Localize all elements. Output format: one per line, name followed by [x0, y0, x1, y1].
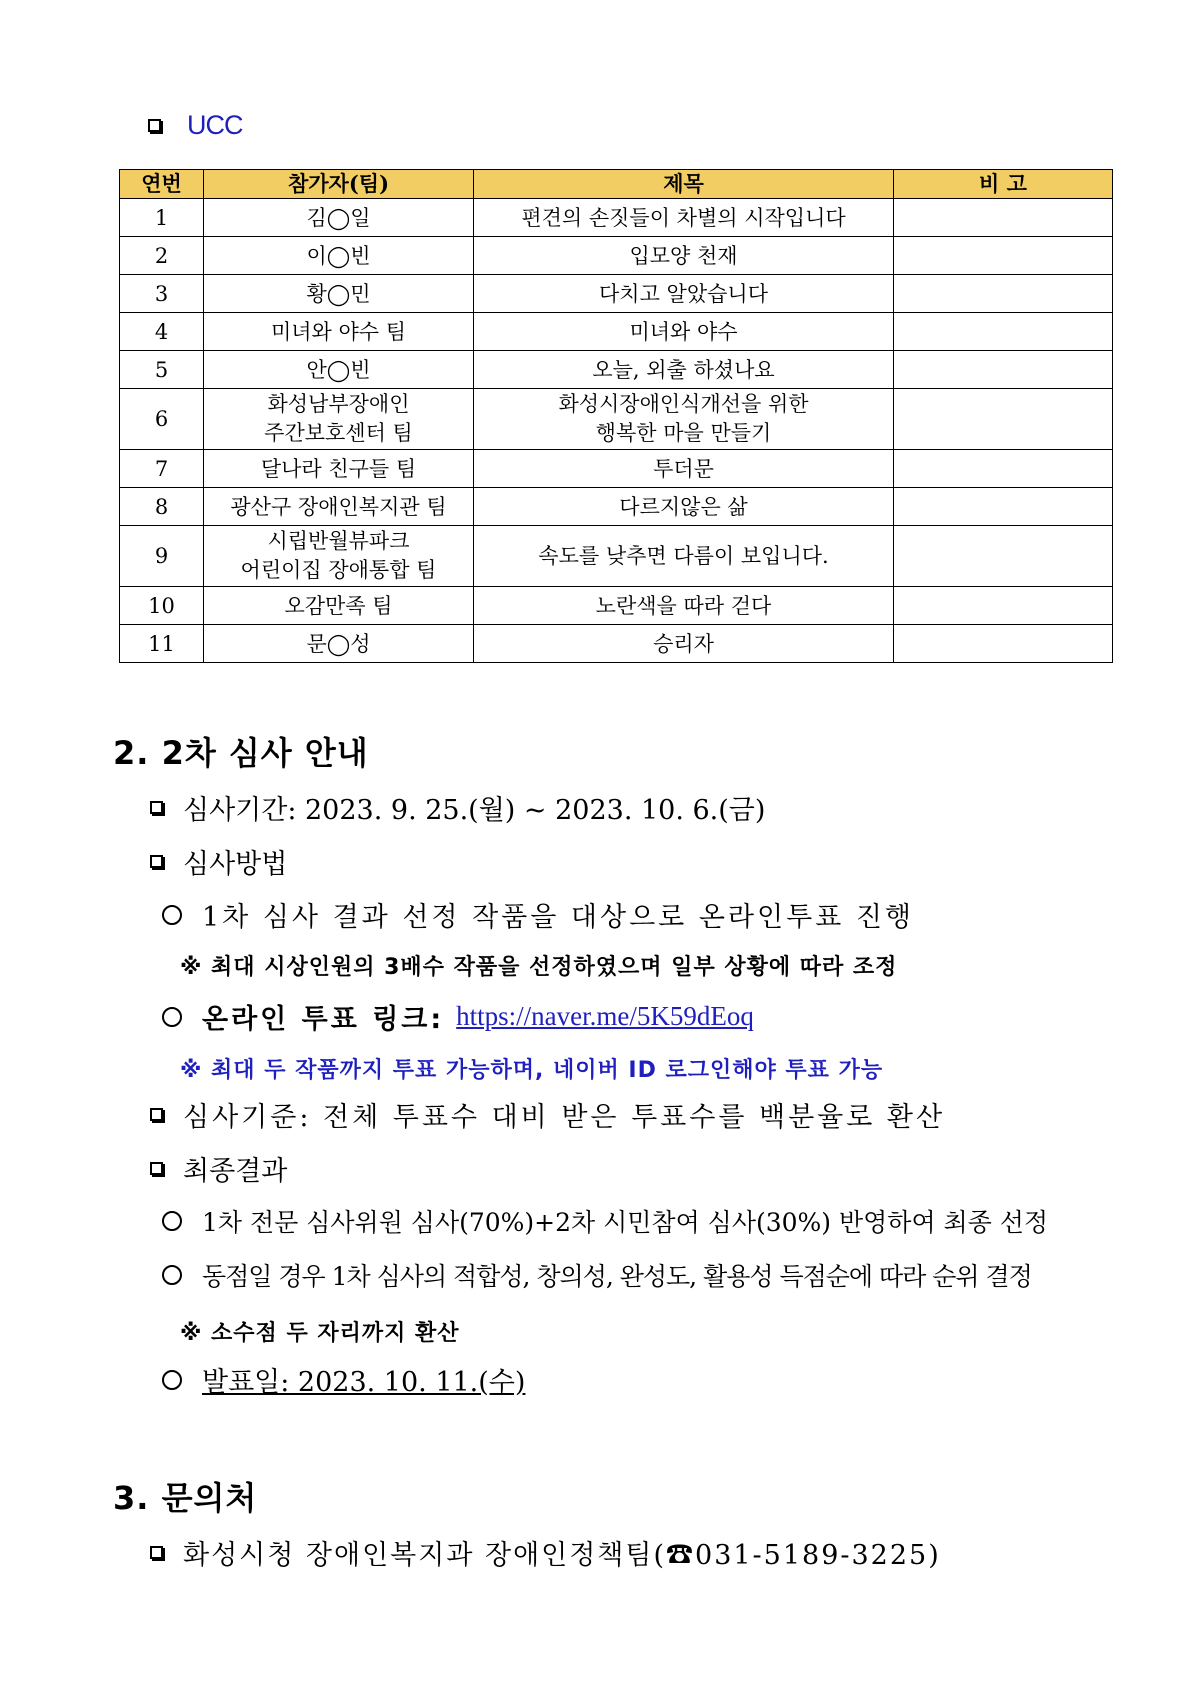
cell-no-line: 10: [148, 593, 175, 618]
cell-title: [474, 488, 894, 526]
cell-participant-line: 이◯빈: [306, 243, 371, 268]
final-line: [150, 1149, 287, 1188]
cell-note: [894, 488, 1113, 526]
cell-title: [474, 199, 894, 237]
cell-no-line: 1: [154, 205, 169, 230]
cell-no: [120, 313, 204, 351]
cell-participant: [204, 488, 474, 526]
table-row: [120, 526, 1113, 587]
cell-participant-line: 화성남부장애인: [267, 392, 410, 416]
cell-no: [120, 275, 204, 313]
circle-bullet-icon: [162, 1211, 182, 1231]
table-row: [120, 313, 1113, 351]
cell-no-line: 8: [154, 494, 169, 519]
method-item-1-text: 1차 심사 결과 선정 작품을 대상으로 온라인투표 진행: [202, 902, 914, 933]
cell-title-line: 노란색을 따라 걷다: [595, 593, 772, 618]
period-line: [150, 788, 765, 827]
cell-no: [120, 351, 204, 389]
cell-participant-line: 미녀와 야수 팀: [270, 319, 407, 344]
cell-title-line: 투더문: [653, 456, 714, 481]
cell-no: [120, 488, 204, 526]
cell-note: [894, 625, 1113, 663]
circle-bullet-icon: [162, 1265, 182, 1285]
cell-title: [474, 389, 894, 450]
final-item-2-text: 동점일 경우 1차 심사의 적합성, 창의성, 완성도, 활용성 득점순에 따라 순위 결정: [202, 1262, 1032, 1291]
ucc-table: [119, 169, 1113, 663]
cell-participant-line: 황◯민: [306, 281, 371, 306]
announce-line: [162, 1360, 525, 1399]
vote-link[interactable]: https://naver.me/5K59dEoq: [456, 1001, 754, 1031]
table-row: [120, 488, 1113, 526]
header-participant: 참가자(팀): [204, 170, 474, 199]
cell-no: [120, 199, 204, 237]
cell-no-line: 5: [154, 357, 169, 382]
table-row: [120, 237, 1113, 275]
circle-bullet-icon: [162, 1007, 182, 1027]
cell-title: [474, 587, 894, 625]
cell-note: [894, 313, 1113, 351]
cell-title-line: 오늘, 외출 하셨나요: [592, 357, 775, 382]
cell-participant: [204, 237, 474, 275]
cell-no-line: 6: [154, 406, 169, 431]
checkbox-square-icon: [150, 1546, 163, 1559]
cell-participant: [204, 275, 474, 313]
announce-text: 발표일: 2023. 10. 11.(수): [202, 1367, 526, 1398]
cell-participant: [204, 526, 474, 587]
cell-title: [474, 450, 894, 488]
final-text: 최종결과: [183, 1156, 288, 1187]
checkbox-square-icon: [150, 801, 163, 814]
cell-no: [120, 625, 204, 663]
method-item-1: [162, 895, 914, 934]
method-note-1: ※ 최대 시상인원의 3배수 작품을 선정하였으며 일부 상황에 따라 조정: [180, 955, 898, 980]
checkbox-square-icon: [150, 1108, 163, 1121]
cell-title: [474, 275, 894, 313]
cell-title: [474, 625, 894, 663]
cell-participant-line: 주간보호센터 팀: [264, 421, 413, 445]
cell-participant-line: 오감만족 팀: [284, 593, 393, 618]
method-text: 심사방법: [183, 849, 288, 880]
cell-no-line: 9: [154, 543, 169, 568]
cell-title: [474, 526, 894, 587]
cell-note: [894, 450, 1113, 488]
cell-title-line: 편견의 손짓들이 차별의 시작입니다: [521, 205, 846, 230]
cell-note: [894, 199, 1113, 237]
method-line: [150, 842, 287, 881]
cell-participant: [204, 199, 474, 237]
cell-no: [120, 587, 204, 625]
cell-title-line: 입모양 천재: [629, 243, 738, 268]
table-header-row: [120, 170, 1113, 199]
ucc-heading: [148, 110, 243, 141]
cell-note: [894, 275, 1113, 313]
cell-title: [474, 351, 894, 389]
final-item-2: [162, 1257, 1032, 1293]
section2-heading: 2. 2차 심사 안내: [113, 734, 369, 772]
header-title: 제목: [474, 170, 894, 199]
cell-no: [120, 450, 204, 488]
cell-note: [894, 389, 1113, 450]
table-row: [120, 199, 1113, 237]
cell-title: [474, 313, 894, 351]
cell-note: [894, 526, 1113, 587]
final-item-1-text: 1차 전문 심사위원 심사(70%)+2차 시민참여 심사(30%) 반영하여 최종 선정: [202, 1208, 1049, 1237]
cell-participant: [204, 450, 474, 488]
header-note: 비 고: [894, 170, 1113, 199]
cell-no-line: 3: [154, 281, 169, 306]
cell-participant-line: 달나라 친구들 팀: [260, 456, 417, 481]
table-row: [120, 450, 1113, 488]
final-note: ※ 소수점 두 자리까지 환산: [180, 1321, 460, 1346]
cell-participant-line: 시립반월뷰파크: [267, 529, 410, 553]
checkbox-square-icon: [148, 119, 161, 132]
criteria-line: [150, 1095, 945, 1134]
table-row: [120, 351, 1113, 389]
vote-link-label: 온라인 투표 링크:: [202, 1004, 445, 1035]
checkbox-square-icon: [150, 855, 163, 868]
header-no: 연번: [120, 170, 204, 199]
checkbox-square-icon: [150, 1162, 163, 1175]
cell-participant-line: 안◯빈: [306, 357, 371, 382]
cell-no: [120, 237, 204, 275]
cell-no-line: 7: [154, 456, 169, 481]
cell-title-line: 미녀와 야수: [629, 319, 738, 344]
cell-note: [894, 237, 1113, 275]
table-row: [120, 625, 1113, 663]
final-item-1: [162, 1203, 1048, 1239]
cell-participant-line: 문◯성: [306, 631, 371, 656]
contact-text: 화성시청 장애인복지과 장애인정책팀(☎031-5189-3225): [183, 1540, 941, 1571]
ucc-title: UCC: [187, 110, 243, 140]
cell-note: [894, 351, 1113, 389]
cell-no-line: 11: [148, 631, 175, 656]
cell-title-line: 다르지않은 삶: [619, 494, 748, 519]
cell-title: [474, 237, 894, 275]
cell-participant: [204, 313, 474, 351]
period-text: 심사기간: 2023. 9. 25.(월) ~ 2023. 10. 6.(금): [183, 795, 766, 826]
vote-note: ※ 최대 두 작품까지 투표 가능하며, 네이버 ID 로그인해야 투표 가능: [180, 1058, 884, 1083]
contact-line: [150, 1533, 941, 1572]
cell-no-line: 4: [154, 319, 169, 344]
cell-participant-line: 김◯일: [306, 205, 371, 230]
table-row: [120, 587, 1113, 625]
cell-title-line: 승리자: [653, 631, 714, 656]
section3-heading: 3. 문의처: [113, 1479, 258, 1517]
cell-no: [120, 526, 204, 587]
vote-link-line: [162, 997, 754, 1036]
cell-participant: [204, 351, 474, 389]
cell-title-line: 화성시장애인식개선을 위한: [558, 392, 809, 416]
cell-participant: [204, 587, 474, 625]
cell-title-line: 다치고 알았습니다: [599, 281, 768, 306]
cell-title-line: 속도를 낮추면 다름이 보입니다.: [538, 543, 829, 568]
table-row: [120, 389, 1113, 450]
cell-participant-line: 광산구 장애인복지관 팀: [230, 494, 447, 519]
cell-participant: [204, 625, 474, 663]
criteria-text: 심사기준: 전체 투표수 대비 받은 투표수를 백분율로 환산: [183, 1102, 946, 1133]
cell-no-line: 2: [154, 243, 169, 268]
cell-no: [120, 389, 204, 450]
circle-bullet-icon: [162, 905, 182, 925]
circle-bullet-icon: [162, 1370, 182, 1390]
cell-participant: [204, 389, 474, 450]
cell-note: [894, 587, 1113, 625]
cell-participant-line: 어린이집 장애통합 팀: [240, 558, 437, 582]
table-row: [120, 275, 1113, 313]
cell-title-line: 행복한 마을 만들기: [595, 421, 772, 445]
